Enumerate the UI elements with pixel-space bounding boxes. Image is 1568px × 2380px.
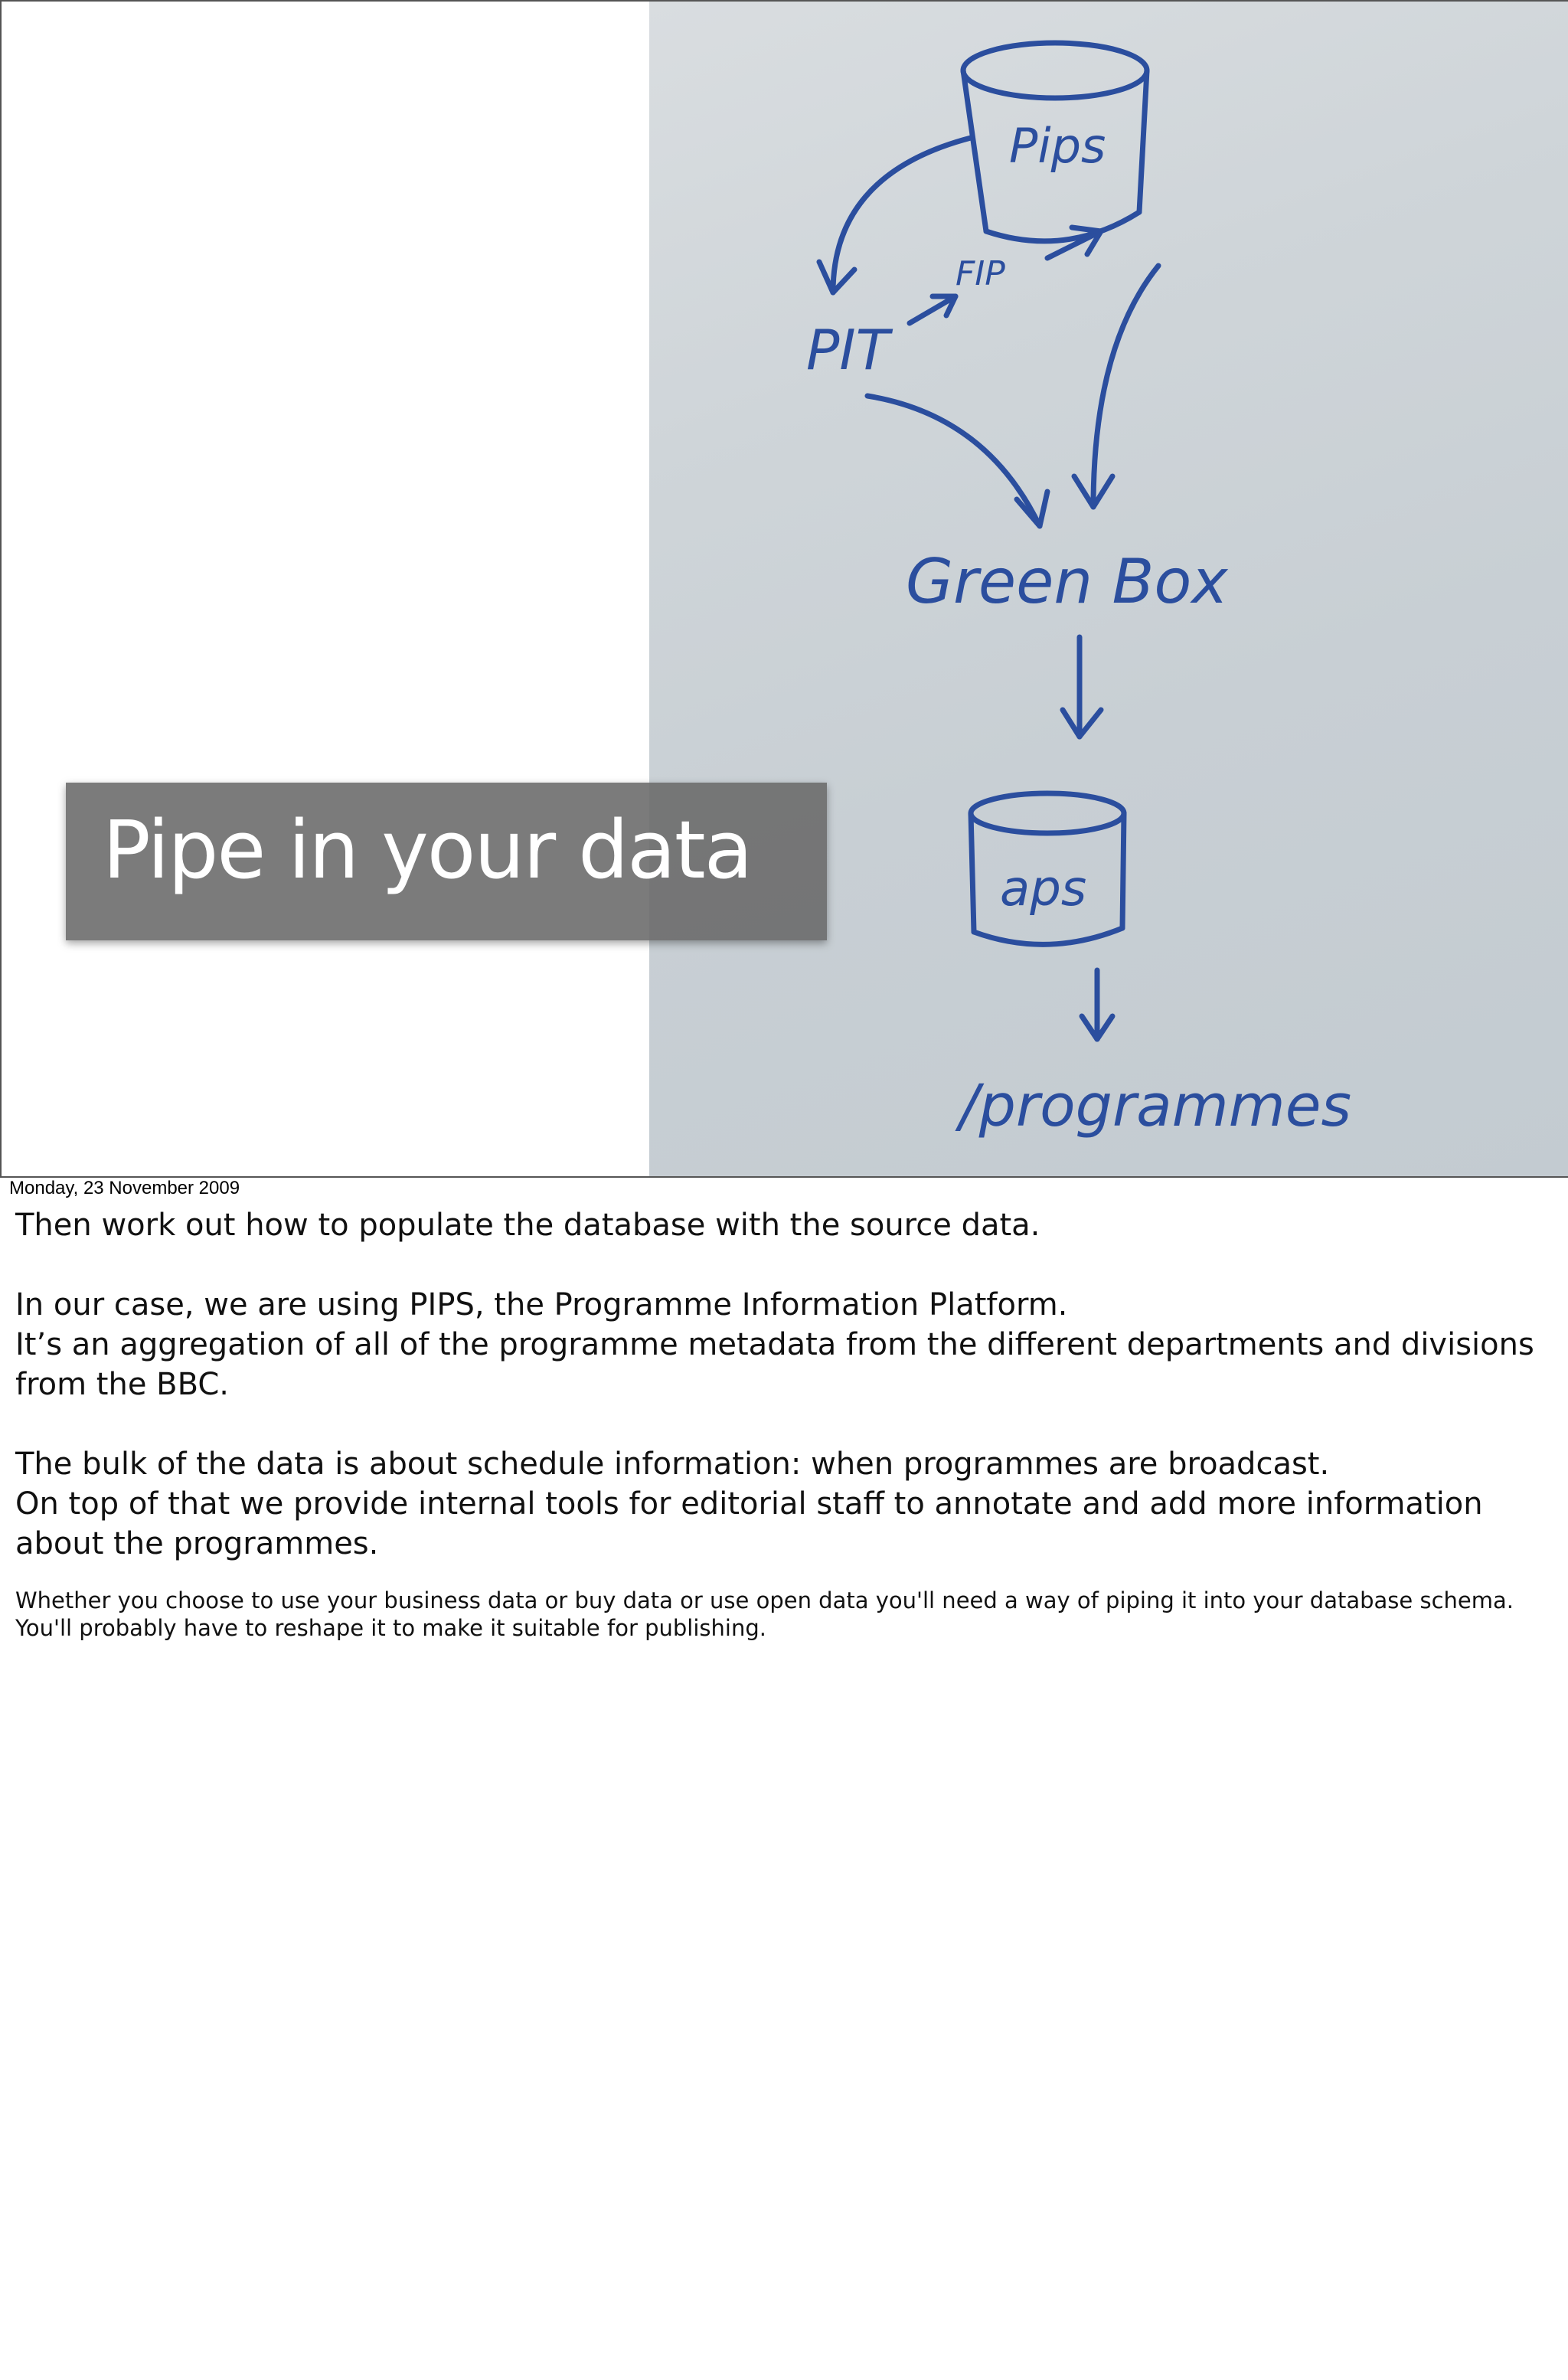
- notes-paragraph-6: Whether you choose to use your business data or buy data or use open data you'll need a way of piping it into your database schema. You'll probably have to reshape it to make it suitable for publishing.: [15, 1587, 1514, 1641]
- notes-paragraph-5: On top of that we provide internal tools for editorial staff to annotate and add more information about the programmes.: [15, 1486, 1483, 1561]
- arrow-pips-to-greenbox-icon: [1093, 266, 1158, 507]
- slide-title-box: [66, 783, 827, 940]
- arrow-pit-to-greenbox-icon: [867, 396, 1040, 526]
- hand-drawn-diagram: [649, 2, 1568, 1176]
- node-fip-label: FIP: [956, 254, 1005, 293]
- node-pips-label: Pips: [1009, 118, 1106, 174]
- whiteboard-photo: [649, 2, 1568, 1176]
- notes-paragraph-3: It’s an aggregation of all of the programme metadata from the different departments and divisions from the BBC.: [15, 1327, 1534, 1402]
- notes-paragraph-4: The bulk of the data is about schedule information: when programmes are broadcast.: [15, 1447, 1330, 1482]
- slide-date: Monday, 23 November 2009: [9, 1178, 240, 1198]
- node-green-box-label: Green Box: [906, 546, 1228, 617]
- node-pit-label: PIT: [806, 318, 890, 382]
- node-programmes-label: /programmes: [959, 1071, 1352, 1139]
- notes-paragraph-1: Then work out how to populate the database with the source data.: [15, 1208, 1040, 1243]
- speaker-notes: [15, 1205, 1539, 1642]
- slide: [0, 0, 1568, 1178]
- node-aps-label: aps: [1000, 861, 1087, 917]
- slide-title: Pipe in your data: [103, 803, 752, 897]
- notes-paragraph-2: In our case, we are using PIPS, the Programme Information Platform.: [15, 1287, 1068, 1322]
